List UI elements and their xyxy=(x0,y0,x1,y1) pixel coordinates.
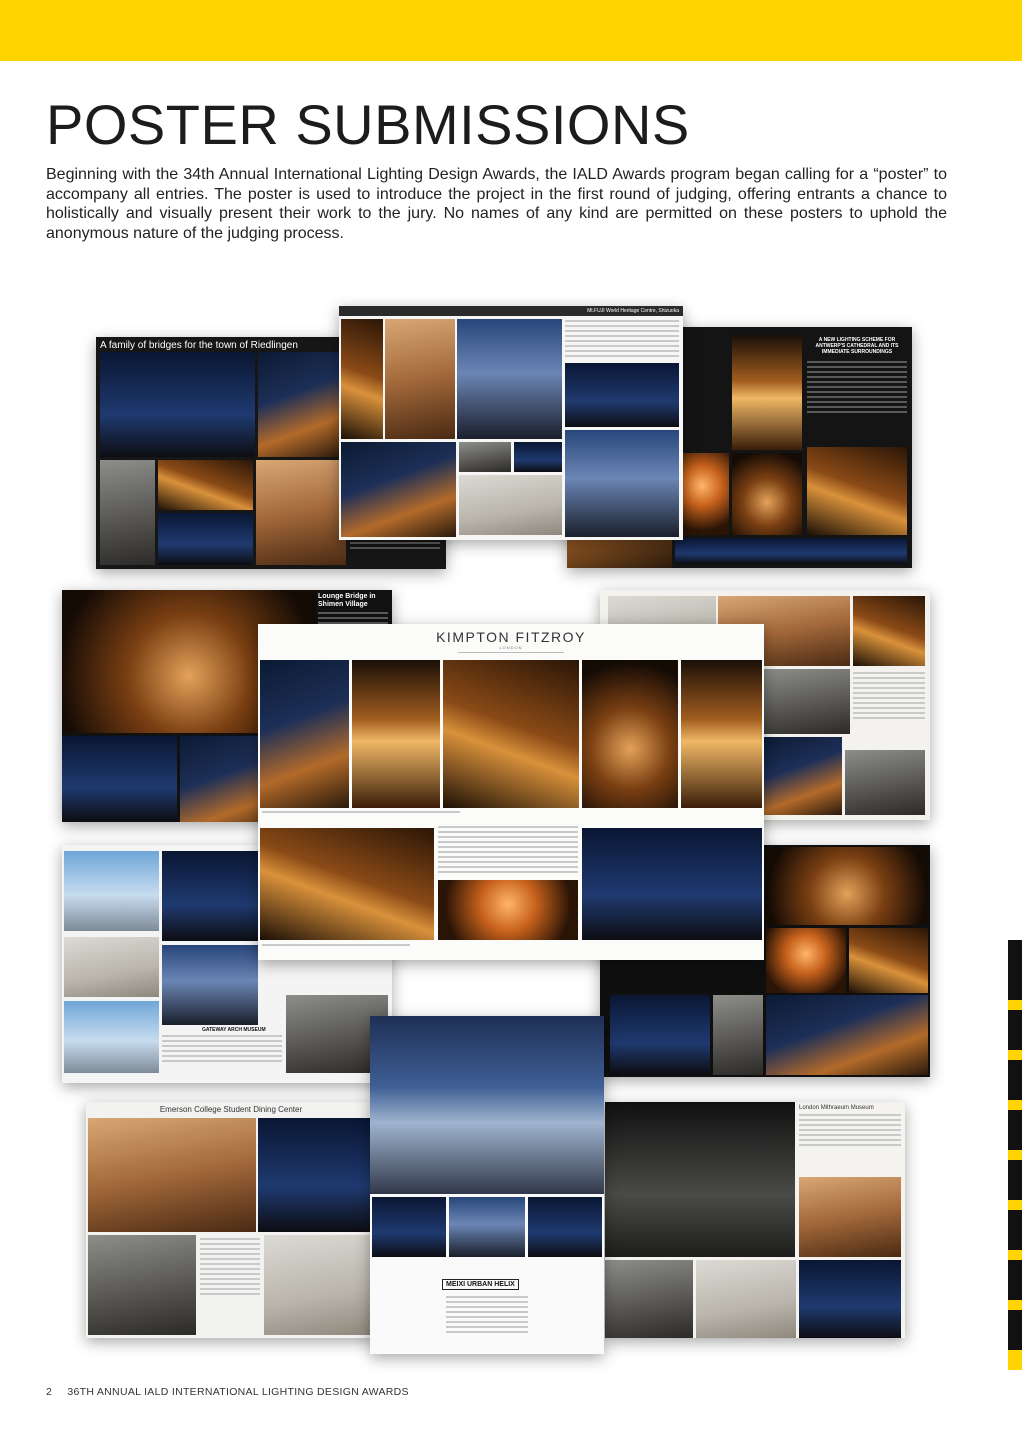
poster-collage xyxy=(0,300,1022,1360)
poster-kimpton xyxy=(258,624,764,960)
photo xyxy=(853,596,925,666)
photo xyxy=(681,660,762,808)
intro-paragraph: Beginning with the 34th Annual International Lighting Design Awards, the IALD Awards program began calling for a “poster” to accompany all entries. The poster is used to introduce the project in the first round of judging, offering entrants a chance to holistically and visually present their work to the jury. No names of any kind are permitted on these posters to uphold the anonymous nature of the judging process. xyxy=(46,166,947,242)
poster-title: A NEW LIGHTING SCHEME FOR ANTWERP'S CATHEDRAL AND ITS IMMEDIATE SURROUNDINGS xyxy=(815,337,899,355)
photo xyxy=(696,1260,796,1338)
photo xyxy=(258,1118,374,1232)
poster-subtitle: LONDON xyxy=(499,645,523,650)
photo xyxy=(260,828,434,940)
poster-title: Lounge Bridge in Shimen Village xyxy=(318,593,376,608)
photo xyxy=(443,660,579,808)
photo xyxy=(449,1197,525,1257)
poster-mithraeum xyxy=(605,1102,905,1338)
photo xyxy=(565,363,679,427)
photo xyxy=(162,851,258,941)
photo xyxy=(766,847,928,925)
photo xyxy=(385,319,455,439)
poster-meixi xyxy=(370,1016,604,1354)
photo xyxy=(341,442,456,537)
photo xyxy=(459,475,562,535)
poster-title: KIMPTON FITZROY xyxy=(436,629,586,645)
poster-title: A family of bridges for the town of Riedlingen xyxy=(100,340,298,351)
photo xyxy=(100,352,255,457)
photo xyxy=(158,460,253,510)
photo xyxy=(64,851,159,931)
photo xyxy=(459,442,511,472)
poster-title: GATEWAY ARCH MUSEUM xyxy=(202,1027,266,1033)
poster-title: Emerson College Student Dining Center xyxy=(159,1105,303,1114)
poster-title: London Mithraeum Museum xyxy=(799,1105,874,1111)
photo xyxy=(610,995,710,1075)
photo xyxy=(675,538,907,564)
photo xyxy=(605,1260,693,1338)
photo xyxy=(582,828,762,940)
photo xyxy=(438,880,578,940)
photo xyxy=(807,447,907,535)
photo xyxy=(849,928,928,993)
photo xyxy=(799,1260,901,1338)
photo xyxy=(162,945,258,1025)
publication-name: 36TH ANNUAL IALD INTERNATIONAL LIGHTING DESIGN AWARDS xyxy=(67,1386,409,1398)
photo xyxy=(258,352,343,457)
photo xyxy=(514,442,562,472)
photo xyxy=(528,1197,602,1257)
photo xyxy=(64,937,159,997)
photo xyxy=(732,453,802,535)
edge-tab xyxy=(1008,940,1022,1370)
photo xyxy=(100,460,155,565)
photo xyxy=(565,430,679,537)
page-footer xyxy=(46,1386,409,1398)
photo xyxy=(88,1118,256,1232)
photo xyxy=(732,335,802,450)
page-title: POSTER SUBMISSIONS xyxy=(46,93,690,156)
page-number: 2 xyxy=(46,1386,53,1398)
photo xyxy=(64,1001,159,1073)
photo xyxy=(62,736,177,822)
photo xyxy=(845,750,925,815)
photo xyxy=(341,319,383,439)
photo xyxy=(352,660,440,808)
photo xyxy=(88,1235,196,1335)
photo xyxy=(713,995,763,1075)
poster-title: MEIXI URBAN HELIX xyxy=(442,1279,519,1290)
photo xyxy=(799,1177,901,1257)
photo xyxy=(582,660,678,808)
photo xyxy=(457,319,562,439)
photo xyxy=(372,1197,446,1257)
photo xyxy=(260,660,349,808)
photo xyxy=(264,1235,374,1335)
photo xyxy=(158,513,253,565)
poster-fuji xyxy=(339,306,683,540)
photo xyxy=(605,1102,795,1257)
photo xyxy=(256,460,346,565)
photo xyxy=(766,928,846,993)
photo xyxy=(760,737,842,815)
poster-title: Mt.FUJI World Heritage Centre, Shizuoka xyxy=(587,308,679,314)
top-accent-band xyxy=(0,0,1022,61)
photo xyxy=(766,995,928,1075)
poster-emerson xyxy=(86,1102,376,1338)
photo xyxy=(675,453,729,535)
photo xyxy=(370,1016,604,1194)
photo xyxy=(760,669,850,734)
